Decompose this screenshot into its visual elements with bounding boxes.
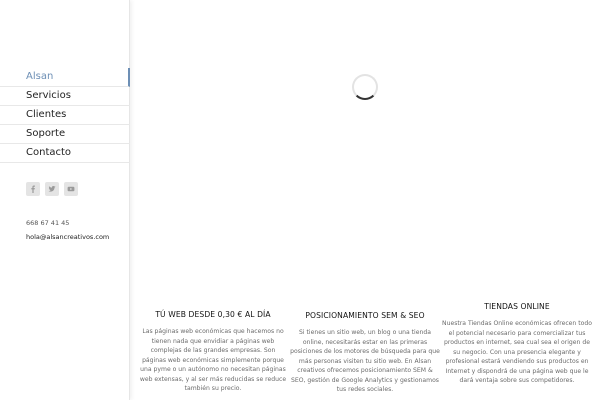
feature-title: TIENDAS ONLINE [484, 302, 550, 311]
nav-item-servicios[interactable]: Servicios [0, 87, 130, 106]
loading-spinner-icon [352, 74, 378, 100]
contact-info [26, 219, 109, 241]
feature-text: Nuestra Tiendas Online económicas ofrecen todo el potencial necesario para comercializar tus productos en internet, sea cual sea el origen de su negocio. Con una presencia elegante y profesional estará vendiendo sus productos en Internet y dispondrá de una página web que le dará ventaja sobre sus competidores. [442, 320, 592, 384]
feature-text: Si tienes un sitio web, un blog o una tienda online, necesitarás estar en las primeras posiciones de los motores de búsqueda para que más personas visiten tu sitio web. En Alsan creativos ofrecemos posicionamiento SEM & SEO, gestión de Google Analytics y gestionamos tus redes sociales. [290, 329, 440, 393]
feature-text: Las páginas web económicas que hacemos no tienen nada que envidiar a páginas web complejas de las grandes empresas. Son páginas web económicas simplemente porque una pyme o un autónomo no necesitan páginas web extensas, y al ser más reducidas se reduce también su precio. [139, 328, 287, 392]
email-link[interactable]: hola@alsancreativos.com [26, 233, 110, 241]
nav-item-alsan[interactable]: Alsan [0, 68, 130, 87]
feature-title: TÚ WEB DESDE 0,30 € AL DÍA [155, 310, 271, 319]
feature-web [138, 302, 288, 394]
feature-title: POSICIONAMIENTO SEM & SEO [305, 311, 425, 320]
nav-item-soporte[interactable]: Soporte [0, 125, 130, 144]
nav-item-contacto[interactable]: Contacto [0, 144, 130, 163]
youtube-icon[interactable] [64, 182, 78, 196]
twitter-icon[interactable] [45, 182, 59, 196]
social-links [26, 182, 78, 196]
features-section [138, 302, 600, 400]
feature-tiendas [442, 302, 592, 386]
sidebar [0, 0, 130, 400]
feature-seo [290, 302, 440, 395]
facebook-icon[interactable] [26, 182, 40, 196]
nav-item-clientes[interactable]: Clientes [0, 106, 130, 125]
main-nav [0, 68, 130, 163]
phone-number: 668 67 41 45 [26, 219, 70, 227]
